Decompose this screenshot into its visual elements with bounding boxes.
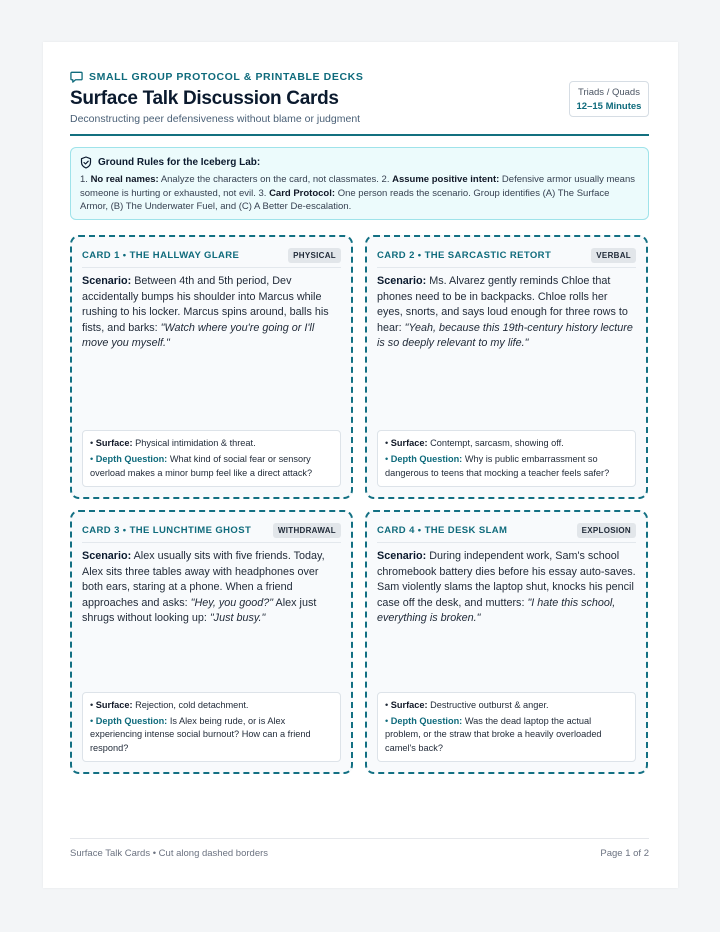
- card-notes: [377, 692, 636, 762]
- card-notes: [82, 692, 341, 762]
- shield-check-icon: [80, 156, 92, 169]
- page-content: [70, 42, 649, 888]
- scenario-text: Ms. Alvarez gently reminds Chloe that phones need to be in backpacks. Chloe rolls her eyes, snorts, and says loud enough for three rows to hear:: [377, 275, 628, 334]
- surface-text: Contempt, sarcasm, showing off.: [430, 438, 564, 449]
- card-scenario: [82, 549, 341, 627]
- surface-note: • Surface: Rejection, cold detachment.: [90, 699, 249, 710]
- scenario-quote-2: "Just busy.": [209, 612, 266, 625]
- card-divider: [377, 267, 636, 268]
- ground-rules-title: Ground Rules for the Iceberg Lab:: [98, 157, 261, 168]
- ground-rules-box: [70, 147, 649, 220]
- chat-bubble-icon: [70, 70, 83, 83]
- header-divider: [70, 134, 649, 136]
- surface-note: • Surface: Destructive outburst & anger.: [385, 699, 549, 710]
- category-tag: VERBAL: [591, 248, 636, 263]
- rule-3-text: One person reads the scenario. Group identifies (A) The Surface Armor, (B) The Underwater Fuel, and (C) A Better De-escalation.: [80, 187, 610, 212]
- rule-1-text: Analyze the characters on the card, not classmates. 2.: [160, 174, 390, 185]
- scenario-label: Scenario:: [377, 275, 427, 287]
- card-scenario: [377, 549, 636, 627]
- depth-text: What kind of social fear or sensory overload makes a minor bump feel like a direct attack?: [90, 454, 313, 478]
- category-tag: WITHDRAWAL: [273, 523, 341, 538]
- surface-label: Surface:: [95, 438, 133, 449]
- surface-text: Rejection, cold detachment.: [135, 699, 249, 710]
- card-divider: [82, 542, 341, 543]
- depth-text: Why is public embarrassment so dangerous to teens that mocking a teacher feels safer?: [385, 454, 610, 478]
- rule-2-text: Defensive armor usually means someone is hurting or exhausted, not evil. 3.: [80, 174, 635, 199]
- duration-text: 12–15 Minutes: [576, 101, 642, 112]
- depth-label: Depth Question:: [390, 716, 463, 727]
- surface-label: Surface:: [390, 699, 428, 710]
- card-title: CARD 3 • THE LUNCHTIME GHOST: [82, 524, 252, 536]
- card-title: CARD 1 • THE HALLWAY GLARE: [82, 249, 240, 261]
- scenario-quote: "Watch where you're going or I'll move you myself.": [82, 321, 315, 350]
- ground-rules-text: 1. No real names: Analyze the characters on the card, not classmates. 2. Assume positive intent: Defensive armor usually means someone is hurting or exhausted, not evil. 3. Card Protocol: One person reads the scenario. Group identifies (A) The Surface Armor, (B) The Underwater Fuel, and (C) A Better De-escalation.: [80, 174, 635, 212]
- card-notes: [377, 430, 636, 487]
- group-size-text: Triads / Quads: [578, 87, 640, 98]
- discussion-card-4: [365, 510, 648, 774]
- card-title: CARD 2 • THE SARCASTIC RETORT: [377, 249, 552, 261]
- scenario-text: During independent work, Sam's school chromebook battery dies before his essay auto-saves. Sam violently slams the laptop shut, knocks his pencil case off the desk, and mutters:: [377, 550, 636, 609]
- scenario-text: Alex usually sits with five friends. Today, Alex sits three tables away with headphones over both ears, staring at a phone. When a friend approaches and asks:: [82, 550, 325, 609]
- depth-label: Depth Question:: [390, 454, 463, 465]
- page-sheet: [43, 42, 678, 888]
- footer-divider: [70, 838, 649, 839]
- discussion-card-2: [365, 235, 648, 499]
- surface-text: Destructive outburst & anger.: [430, 699, 549, 710]
- session-meta-badge: [569, 81, 649, 117]
- card-divider: [82, 267, 341, 268]
- card-header: [377, 522, 636, 538]
- card-title: CARD 4 • THE DESK SLAM: [377, 524, 508, 536]
- surface-text: Physical intimidation & threat.: [135, 438, 256, 449]
- page-subtitle: Deconstructing peer defensiveness without blame or judgment: [70, 113, 361, 125]
- surface-label: Surface:: [390, 438, 428, 449]
- depth-note: • Depth Question: Why is public embarrassment so dangerous to teens that mocking a teacher feels safer?: [385, 454, 610, 478]
- scenario-quote: "I hate this school, everything is broken.": [377, 596, 616, 625]
- scenario-quote: "Yeah, because this 19th-century history lecture is so deeply relevant to my life.": [377, 321, 633, 350]
- card-header: [82, 522, 341, 538]
- category-tag: PHYSICAL: [288, 248, 341, 263]
- scenario-quote: "Hey, you good?": [190, 596, 274, 609]
- page-title: Surface Talk Discussion Cards: [70, 88, 339, 109]
- card-header: [377, 247, 636, 263]
- page-number: Page 1 of 2: [600, 848, 649, 859]
- kicker-text: SMALL GROUP PROTOCOL & PRINTABLE DECKS: [89, 70, 364, 83]
- card-divider: [377, 542, 636, 543]
- surface-note: • Surface: Contempt, sarcasm, showing off.: [385, 438, 564, 449]
- kicker: [70, 70, 363, 83]
- card-scenario: [377, 274, 636, 352]
- rule-1-label: No real names:: [90, 174, 159, 185]
- discussion-card-3: [70, 510, 353, 774]
- scenario-label: Scenario:: [82, 275, 132, 287]
- scenario-text: Between 4th and 5th period, Dev accidentally bumps his shoulder into Marcus while rushing to his locker. Marcus spins around, balls his fists, and barks:: [82, 275, 329, 334]
- category-tag: EXPLOSION: [577, 523, 636, 538]
- depth-note: • Depth Question: What kind of social fear or sensory overload makes a minor bump feel like a direct attack?: [90, 454, 313, 478]
- discussion-card-1: [70, 235, 353, 499]
- rule-2-label: Assume positive intent:: [392, 174, 500, 185]
- ground-rules-heading: [80, 156, 639, 169]
- depth-label: Depth Question:: [95, 716, 168, 727]
- surface-note: • Surface: Physical intimidation & threat.: [90, 438, 256, 449]
- depth-text: Was the dead laptop the actual problem, or the straw that broke a heavily overloaded camel's back?: [385, 716, 602, 753]
- surface-label: Surface:: [95, 699, 133, 710]
- rule-3-label: Card Protocol:: [269, 187, 336, 199]
- footer-note: Surface Talk Cards • Cut along dashed borders: [70, 848, 269, 859]
- scenario-label: Scenario:: [82, 550, 132, 562]
- scenario-label: Scenario:: [377, 550, 427, 562]
- depth-note: • Depth Question: Is Alex being rude, or is Alex experiencing intense social burnout? How can a friend respond?: [90, 716, 311, 753]
- depth-text: Is Alex being rude, or is Alex experiencing intense social burnout? How can a friend respond?: [90, 716, 311, 753]
- scenario-after-text: Alex just shrugs without looking up:: [82, 596, 317, 625]
- card-notes: [82, 430, 341, 487]
- card-header: [82, 247, 341, 263]
- depth-label: Depth Question:: [95, 454, 168, 465]
- card-scenario: [82, 274, 341, 352]
- depth-note: • Depth Question: Was the dead laptop the actual problem, or the straw that broke a heavily overloaded camel's back?: [385, 716, 602, 753]
